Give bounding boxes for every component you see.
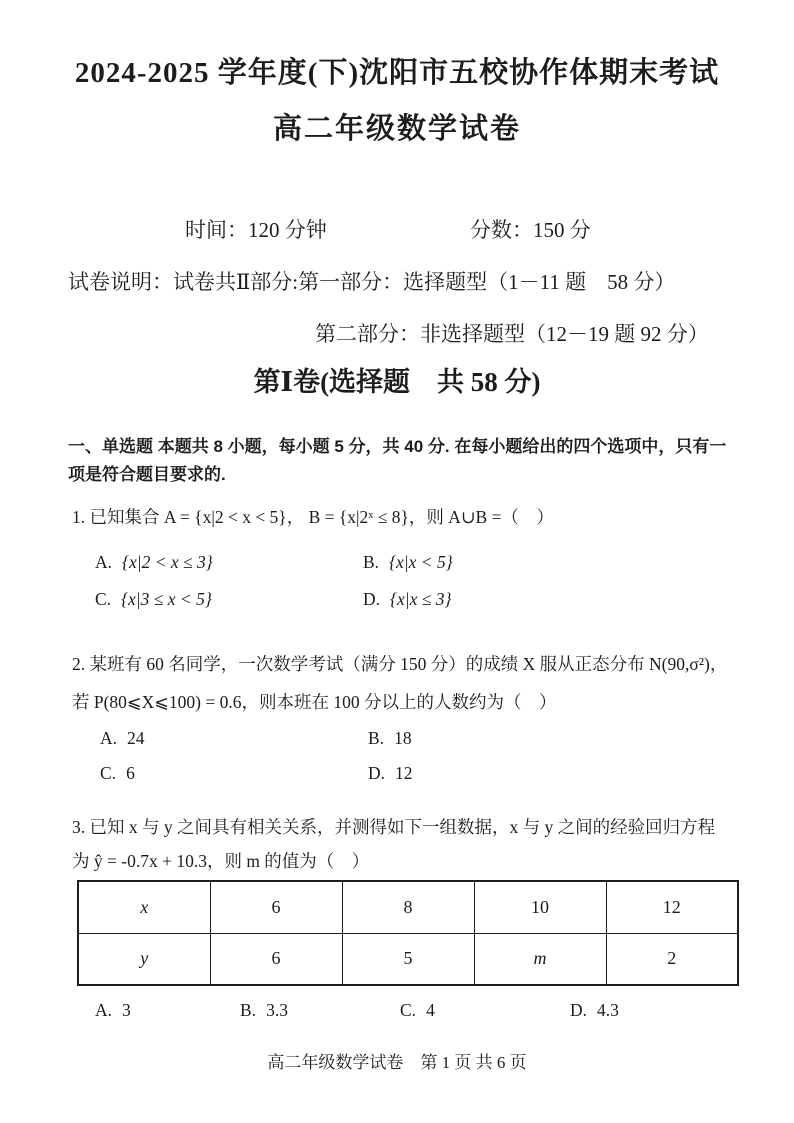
- question-1-option-d: [363, 589, 453, 610]
- option-label: A.: [95, 552, 113, 572]
- question-3-data-table: [77, 880, 739, 986]
- option-text: 18: [394, 728, 412, 748]
- question-1-options: [95, 552, 453, 610]
- table-row-x: [78, 881, 738, 933]
- option-label: C.: [400, 1000, 417, 1020]
- option-text: {x|2 < x ≤ 3}: [122, 552, 213, 572]
- question-2-option-c: [100, 763, 368, 784]
- option-text: 3.3: [266, 1000, 288, 1020]
- option-label: B.: [240, 1000, 257, 1020]
- option-label: D.: [363, 589, 381, 609]
- question-2-option-d: [368, 763, 413, 784]
- option-text: 6: [126, 763, 135, 783]
- table-row-y: [78, 933, 738, 985]
- option-label: D.: [368, 763, 386, 783]
- table-cell: 6: [210, 933, 342, 985]
- table-cell: 6: [210, 881, 342, 933]
- question-1-stem: 1. 已知集合 A = {x|2 < x < 5}， B = {x|2ˣ ≤ 8}，则 A∪B =（ ）: [72, 507, 554, 527]
- table-cell: m: [474, 933, 606, 985]
- option-label: C.: [100, 763, 117, 783]
- table-cell: 12: [606, 881, 738, 933]
- question-2-option-b: [368, 728, 413, 749]
- exam-time-label: 时间：120 分钟: [185, 218, 327, 242]
- table-cell: 2: [606, 933, 738, 985]
- option-text: 24: [127, 728, 145, 748]
- question-3-stem: 3. 已知 x 与 y 之间具有相关关系，并测得如下一组数据，x 与 y 之间的经验回归方程为 ŷ = -0.7x + 10.3，则 m 的值为（ ）: [72, 817, 716, 871]
- option-label: A.: [95, 1000, 113, 1020]
- question-3-options: [95, 1000, 619, 1021]
- table-cell: y: [78, 933, 210, 985]
- page-footer: 高二年级数学试卷 第 1 页 共 6 页: [267, 1053, 527, 1072]
- option-text: {x|3 ≤ x < 5}: [121, 589, 212, 609]
- table-cell: 10: [474, 881, 606, 933]
- question-2-option-a: [100, 728, 368, 749]
- question-2-stem: 2. 某班有 60 名同学，一次数学考试（满分 150 分）的成绩 X 服从正态分布 N(90,σ²)，若 P(80⩽X⩽100) = 0.6，则本班在 100 分以上的人数约为（ ）: [72, 654, 728, 712]
- question-2-options: [100, 728, 413, 784]
- option-label: B.: [363, 552, 380, 572]
- exam-instructions-line1: 试卷说明：试卷共Ⅱ部分:第一部分：选择题型（1－11 题 58 分）: [68, 270, 676, 294]
- option-text: {x|x < 5}: [389, 552, 453, 572]
- option-text: 4.3: [597, 1000, 619, 1020]
- section1-heading: 第Ⅰ卷(选择题 共 58 分): [253, 367, 541, 397]
- exam-subtitle: 高二年级数学试卷: [272, 113, 521, 145]
- table-cell: 5: [342, 933, 474, 985]
- question-3-option-d: [570, 1000, 619, 1021]
- table-cell: 8: [342, 881, 474, 933]
- exam-instructions-line2: 第二部分：非选择题型（12－19 题 92 分）: [315, 322, 709, 346]
- question-3-option-b: [240, 1000, 400, 1021]
- option-text: 12: [395, 763, 413, 783]
- question-1-option-c: [95, 589, 363, 610]
- question-1-option-a: [95, 552, 363, 573]
- question-3-option-c: [400, 1000, 570, 1021]
- option-label: C.: [95, 589, 112, 609]
- question-1-option-b: [363, 552, 453, 573]
- question-3-option-a: [95, 1000, 240, 1021]
- option-label: B.: [368, 728, 385, 748]
- section1-intro: 一、单选题 本题共 8 小题，每小题 5 分，共 40 分. 在每小题给出的四个选项中，只有一项是符合题目要求的.: [68, 437, 727, 484]
- table-cell: x: [78, 881, 210, 933]
- exam-title: 2024-2025 学年度(下)沈阳市五校协作体期末考试: [74, 57, 720, 89]
- option-text: {x|x ≤ 3}: [390, 589, 452, 609]
- option-label: A.: [100, 728, 118, 748]
- option-text: 3: [122, 1000, 131, 1020]
- exam-score-label: 分数：150 分: [470, 218, 591, 242]
- option-text: 4: [426, 1000, 435, 1020]
- option-label: D.: [570, 1000, 588, 1020]
